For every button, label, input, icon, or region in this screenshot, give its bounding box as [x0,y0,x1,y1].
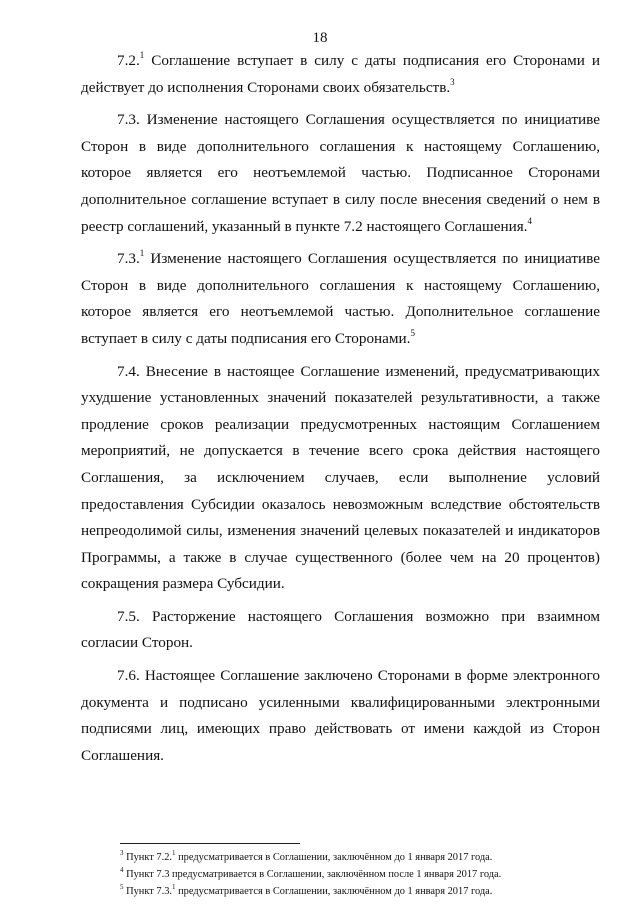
footnote-text-tail: предусматривается в Соглашении, заключённом до 1 января 2017 года. [175,852,493,863]
paragraph-number: 7.3. [117,111,140,129]
paragraph-text: Изменение настоящего Соглашения осуществляется по инициативе Сторон в виде дополнительного соглашения к настоящему Соглашению, которое является его неотъемлемой частью. Дополнительное соглашение вступает в силу с даты подписания его Сторонами. [81,250,600,347]
footnote-mark: 5 [120,882,124,891]
footnote-text: Пункт 7.3. [123,886,172,897]
footnote-text-tail: предусматривается в Соглашении, заключённом до 1 января 2017 года. [175,886,493,897]
paragraph-text: Соглашение вступает в силу с даты подписания его Сторонами и действует до исполнения Сторонами своих обязательств. [81,52,600,96]
footnote-text: Пункт 7.3 предусматривается в Соглашении, заключённом после 1 января 2017 года. [123,869,502,880]
paragraph-7-4 [81,359,600,598]
document-body [81,48,600,775]
paragraph-7-6 [81,663,600,769]
paragraph-7-2-1 [81,48,600,101]
superscript-index: 1 [139,49,145,60]
footnote-reference[interactable]: 3 [450,76,455,87]
footnotes [120,849,600,900]
page-number: 18 [312,30,328,46]
superscript-index: 1 [172,882,176,891]
paragraph-7-3 [81,107,600,240]
footnote-mark: 4 [120,865,124,874]
paragraph-text: Расторжение настоящего Соглашения возможно при взаимном согласии Сторон. [81,607,600,652]
footnote-divider [120,843,300,844]
footnote-text: Пункт 7.2. [123,852,172,863]
footnote-mark: 3 [120,848,124,857]
footnote-3 [120,849,600,866]
paragraph-number: 7.4. [117,362,140,380]
paragraph-text: Внесение в настоящее Соглашение изменений, предусматривающих ухудшение установленных значений показателей результативности, а также продление сроков реализации предусмотренных настоящим Соглашением мероприятий, не допускается в течение всего срока действия настоящего Соглашения, за исключением случаев, если выполнение условий предоставления Субсидии оказалось невозможным вследствие обстоятельств непреодолимой силы, изменения значений целевых показателей и индикаторов Программы, а также в случае существенного (более чем на 20 процентов) сокращения размера Субсидии. [81,362,600,593]
paragraph-7-3-1 [81,246,600,352]
footnote-4 [120,866,600,883]
paragraph-number: 7.5. [117,607,140,625]
paragraph-number: 7.6. [117,667,140,685]
superscript-index: 1 [172,848,176,857]
footnote-reference[interactable]: 4 [527,215,532,226]
footnote-5 [120,883,600,900]
paragraph-7-5 [81,604,600,657]
footnote-reference[interactable]: 5 [410,327,415,338]
superscript-index: 1 [139,248,145,259]
paragraph-number: 7.2. [117,52,140,69]
paragraph-text: Настоящее Соглашение заключено Сторонами в форме электронного документа и подписано усиленными квалифицированными электронными подписями лиц, имеющих право действовать от имени каждой из Сторон Соглашения. [81,667,600,764]
paragraph-number: 7.3. [117,250,140,268]
paragraph-text: Изменение настоящего Соглашения осуществляется по инициативе Сторон в виде дополнительного соглашения к настоящему Соглашению, которое является его неотъемлемой частью. Подписанное Сторонами дополнительное соглашение вступает в силу после внесения сведений о нем в реестр соглашений, указанный в пункте 7.2 настоящего Соглашения. [81,111,600,235]
